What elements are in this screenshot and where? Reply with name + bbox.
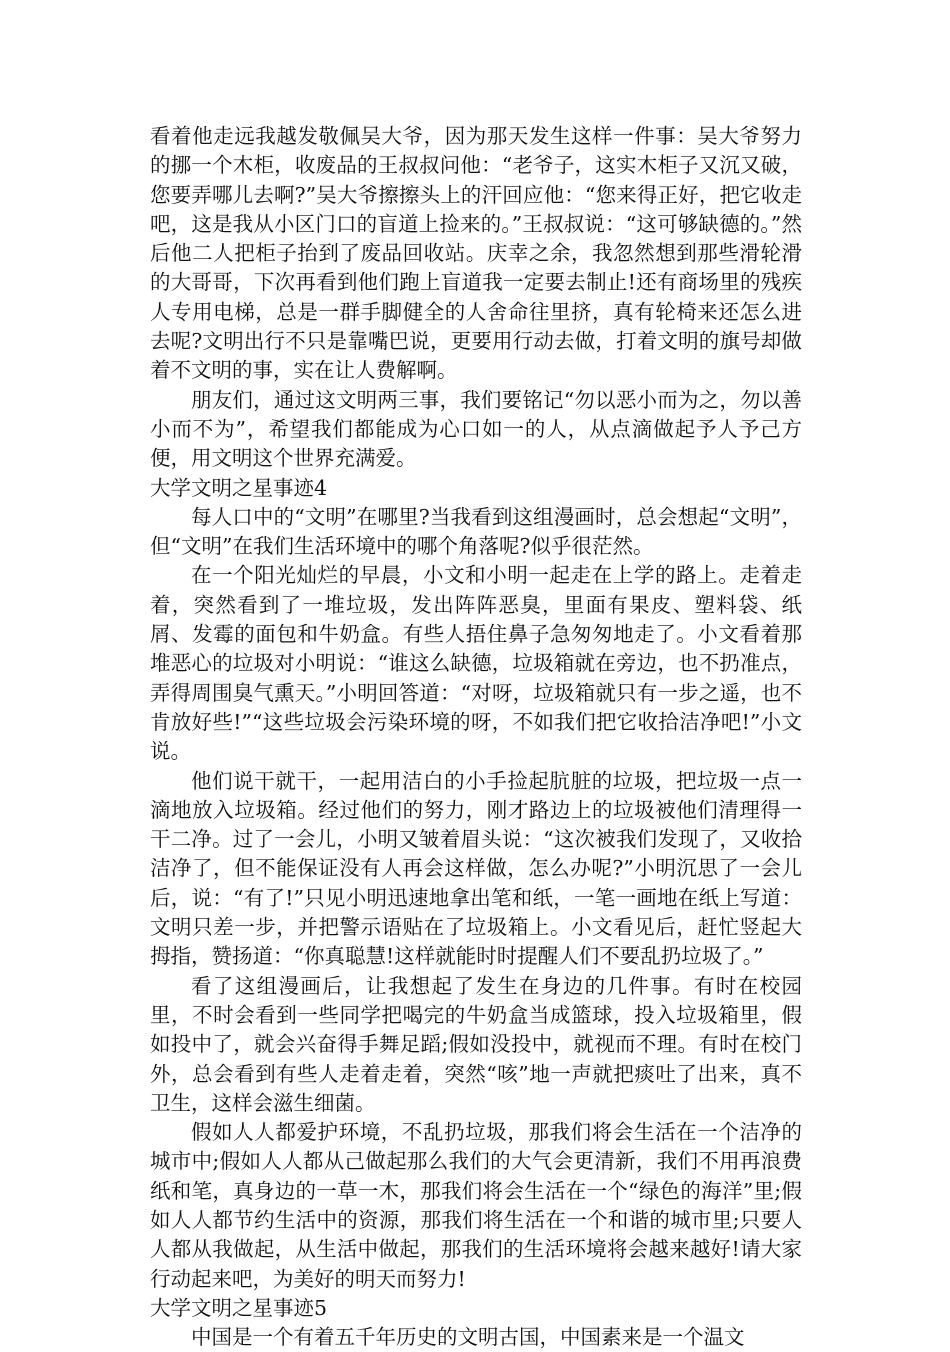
paragraph-if-everyone: 假如人人都爱护环境，不乱扔垃圾，那我们将会生活在一个洁净的城市中;假如人人都从己做起那么我们的大气会更清新，我们不用再浪费纸和笔，真身边的一草一木，那我们将会生活在一个“绿色的海洋”里;假如人人都节约生活中的资源，那我们将生活在一个和谐的城市里;只要人人都从我做起，从生活中做起，那我们的生活环境将会越来越好!请大家行动起来吧，为美好的明天而努力! [150,1120,802,1291]
paragraph-cleaning-up: 他们说干就干，一起用洁白的小手捡起肮脏的垃圾，把垃圾一点一滴地放入垃圾箱。经过他们的努力，刚才路边上的垃圾被他们清理得一干二净。过了一会儿，小明又皱着眉头说：“这次被我们发现了，又收拾洁净了，但不能保证没有人再会这样做，怎么办呢?”小明沉思了一会儿后，说：“有了!”只见小明迅速地拿出笔和纸，一笔一画地在纸上写道：文明只差一步，并把警示语贴在了垃圾箱上。小文看见后，赶忙竖起大拇指，赞扬道：“你真聪慧!这样就能时时提醒人们不要乱扔垃圾了。” [150,768,802,969]
section-heading-4: 大学文明之星事迹4 [150,475,328,500]
paragraph-sunny-morning: 在一个阳光灿烂的早晨，小文和小明一起走在上学的路上。走着走着，突然看到了一堆垃圾，发出阵阵恶臭，里面有果皮、塑料袋、纸屑、发霉的面包和牛奶盒。有些人捂住鼻子急匆匆地走了。小文看着那堆恶心的垃圾对小明说：“谁这么缺德，垃圾箱就在旁边，也不扔准点，弄得周围臭气熏天。”小明回答道：“对呀，垃圾箱就只有一步之遥，也不肯放好些!”“这些垃圾会污染环境的呀，不如我们把它收拾洁净吧!”小文说。 [150,563,802,764]
paragraph-china-ancient-civilization: 中国是一个有着五千年历史的文明古国，中国素来是一个温文 [191,1325,745,1350]
paragraph-wu-daye-story: 看着他走远我越发敬佩吴大爷，因为那天发生这样一件事：吴大爷努力的挪一个木柜，收废品的王叔叔问他：“老爷子，这实木柜子又沉又破，您要弄哪儿去啊?”吴大爷擦擦头上的汗回应他：“您来得正好，把它收走吧，这是我从小区门口的盲道上捡来的。”王叔叔说：“这可够缺德的。”然后他二人把柜子抬到了废品回收站。庆幸之余，我忽然想到那些滑轮滑的大哥哥，下次再看到他们跑上盲道我一定要去制止!还有商场里的残疾人专用电梯，总是一群手脚健全的人舍命往里挤，真有轮椅来还怎么进去呢?文明出行不只是靠嘴巴说，更要用行动去做，打着文明的旗号却做着不文明的事，实在让人费解啊。 [150,124,802,383]
paragraph-reflection-campus: 看了这组漫画后，让我想起了发生在身边的几件事。有时在校园里，不时会看到一些同学把喝完的牛奶盒当成篮球，投入垃圾箱里，假如投中了，就会兴奋得手舞足蹈;假如没投中，就视而不理。有时在校门外，总会看到有些人走着走着，突然“咳”地一声就把痰吐了出来，真不卫生，这样会滋生细菌。 [150,973,802,1115]
section-heading-5: 大学文明之星事迹5 [150,1295,328,1320]
document-page [150,122,802,1352]
paragraph-where-is-civilization: 每人口中的“文明”在哪里?当我看到这组漫画时，总会想起“文明”，但“文明”在我们生活环境中的哪个角落呢?似乎很茫然。 [150,504,802,559]
paragraph-friends-conclusion: 朋友们，通过这文明两三事，我们要铭记“勿以恶小而为之，勿以善小而不为”，希望我们都能成为心口如一的人，从点滴做起予人予己方便，用文明这个世界充满爱。 [150,387,802,471]
